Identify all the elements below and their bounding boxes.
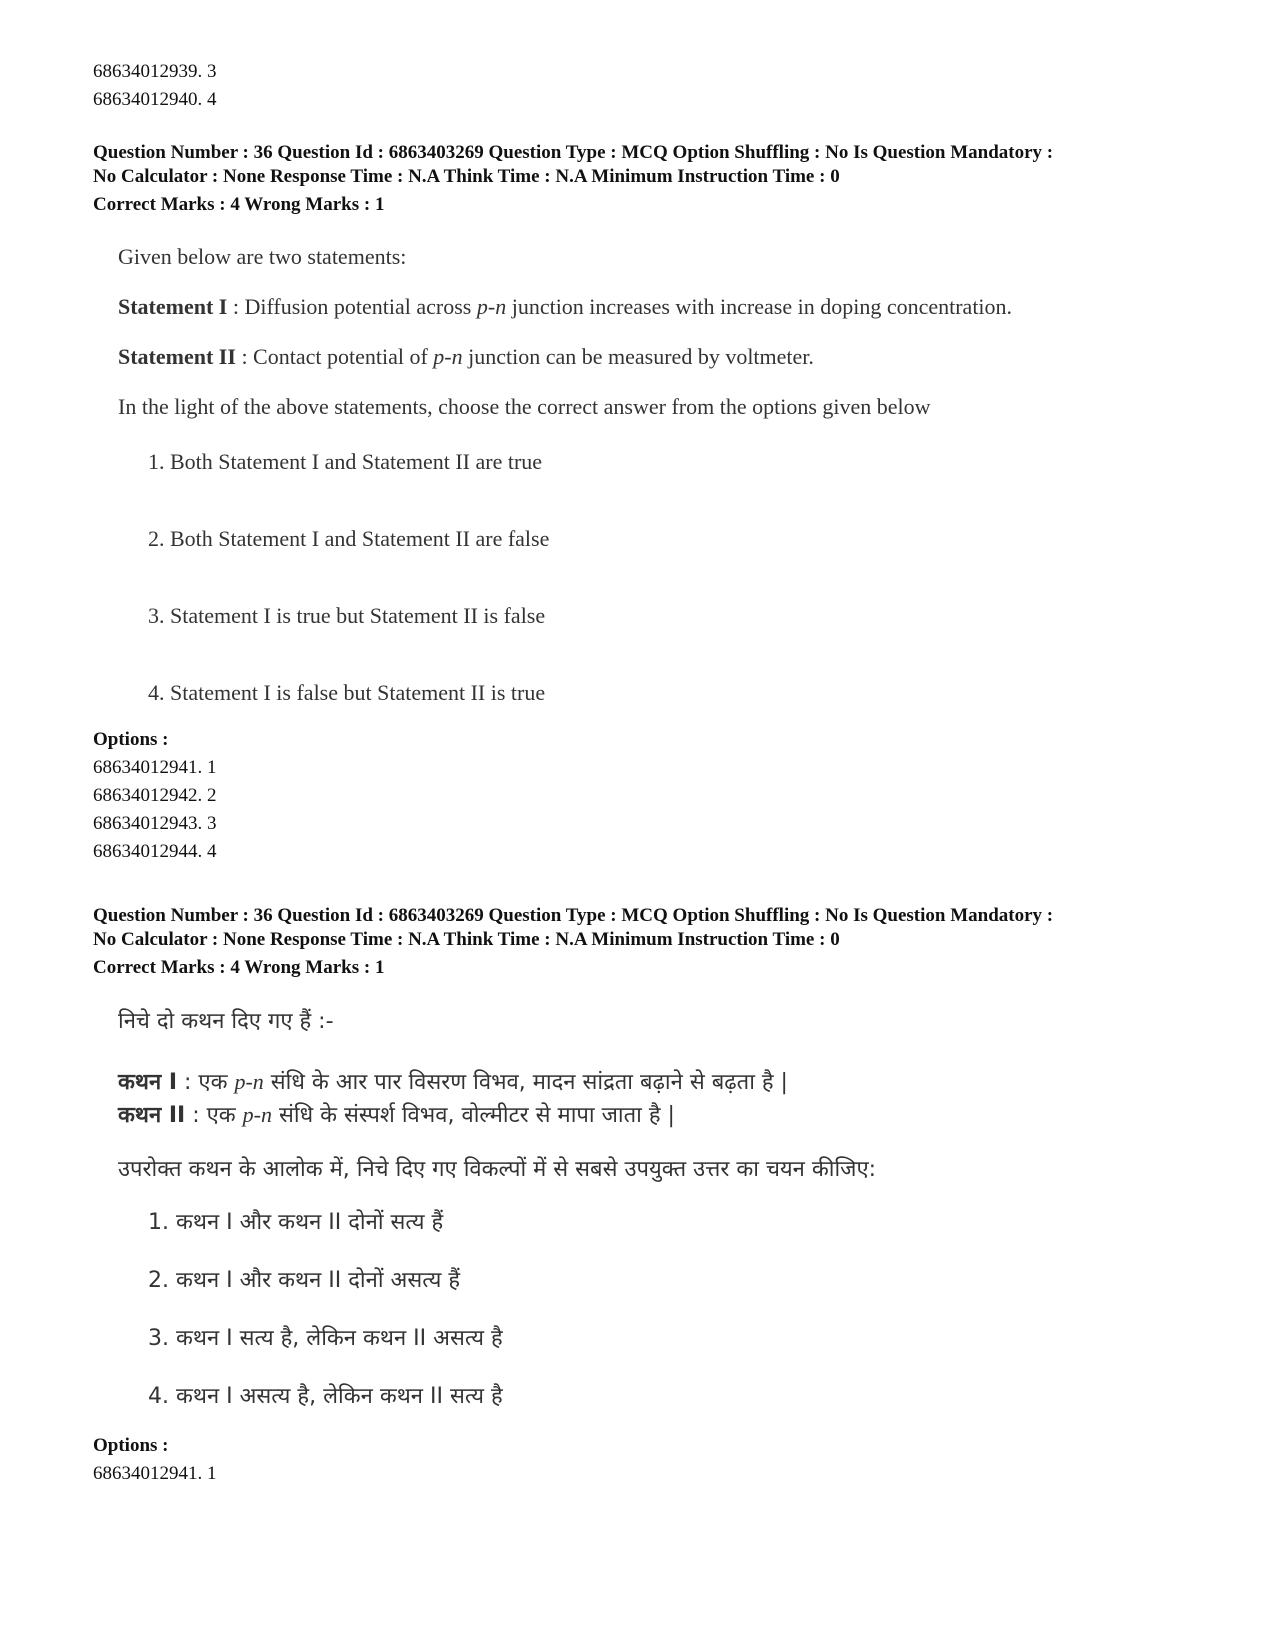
- option-line: 68634012942. 2: [93, 785, 217, 806]
- option-line: 68634012943. 3: [93, 813, 217, 834]
- statement-1-text: संधि के आर पार विसरण विभव, मादन सांद्रता बढ़ाने से बढ़ता है |: [263, 1070, 788, 1095]
- option-line: 68634012940. 4: [93, 89, 217, 110]
- question-meta-line-2: No Calculator : None Response Time : N.A Think Time : N.A Minimum Instruction Time : 0: [93, 166, 840, 187]
- statement-1-text: junction increases with increase in doping concentration.: [506, 294, 1013, 319]
- option-line: 68634012939. 3: [93, 61, 217, 82]
- option-line: 68634012941. 1: [93, 1463, 217, 1484]
- pn-term: p-n: [433, 344, 463, 369]
- statement-2: [118, 343, 1223, 371]
- choice-item: 3. Statement I is true but Statement II is false: [148, 603, 546, 628]
- statement-1-label: कथन I: [118, 1070, 178, 1095]
- statement-2: [118, 1099, 1223, 1132]
- pn-term: p-n: [242, 1102, 272, 1127]
- choice-item: 3. कथन I सत्य है, लेकिन कथन II असत्य है: [148, 1326, 503, 1351]
- statement-1-label: Statement I: [118, 294, 228, 319]
- option-line: 68634012944. 4: [93, 841, 217, 862]
- statement-2-text: संधि के संस्पर्श विभव, वोल्मीटर से मापा जाता है |: [272, 1103, 675, 1128]
- document-page: [93, 58, 1223, 1488]
- choice-item: 4. कथन I असत्य है, लेकिन कथन II सत्य है: [148, 1384, 503, 1409]
- question-intro: निचे दो कथन दिए गए हैं :-: [118, 1009, 334, 1034]
- question-marks: Correct Marks : 4 Wrong Marks : 1: [93, 957, 385, 978]
- statement-2-label: कथन II: [118, 1103, 186, 1128]
- statement-1-text: : एक: [177, 1070, 235, 1095]
- question-body: [118, 1008, 1223, 1410]
- question-prompt: In the light of the above statements, choose the correct answer from the options given below: [118, 394, 931, 419]
- pn-term: p-n: [476, 294, 507, 319]
- pn-term: p-n: [234, 1069, 264, 1094]
- statement-2-text: : Contact potential of: [235, 344, 434, 369]
- question-meta-line-1: Question Number : 36 Question Id : 6863403269 Question Type : MCQ Option Shuffling : No Is Question Mandatory :: [93, 905, 1054, 926]
- question-meta-line-2: No Calculator : None Response Time : N.A Think Time : N.A Minimum Instruction Time : 0: [93, 929, 840, 950]
- statement-2-text: junction can be measured by voltmeter.: [462, 344, 814, 369]
- question-hindi: [93, 904, 1223, 1488]
- choice-item: 2. कथन I और कथन II दोनों असत्य हैं: [148, 1268, 461, 1293]
- question-marks: Correct Marks : 4 Wrong Marks : 1: [93, 194, 385, 215]
- choice-item: 4. Statement I is false but Statement II is true: [148, 680, 546, 705]
- question-body: [118, 243, 1223, 706]
- statement-1: [118, 293, 1223, 321]
- choice-item: 1. कथन I और कथन II दोनों सत्य हैं: [148, 1210, 444, 1235]
- previous-options: [93, 58, 1223, 114]
- question-meta-line-1: Question Number : 36 Question Id : 6863403269 Question Type : MCQ Option Shuffling : No Is Question Mandatory :: [93, 142, 1054, 163]
- choice-item: 2. Both Statement I and Statement II are false: [148, 526, 550, 551]
- question-intro: Given below are two statements:: [118, 244, 407, 269]
- options-label: Options :: [93, 1435, 169, 1456]
- statement-1: [118, 1066, 1223, 1099]
- choice-item: 1. Both Statement I and Statement II are true: [148, 449, 543, 474]
- statement-2-label: Statement II: [118, 344, 236, 369]
- question-english: [93, 141, 1223, 866]
- statement-1-text: : Diffusion potential across: [227, 294, 477, 319]
- option-line: 68634012941. 1: [93, 757, 217, 778]
- statement-2-text: : एक: [185, 1103, 243, 1128]
- choice-list: [148, 449, 1223, 706]
- question-prompt: उपरोक्त कथन के आलोक में, निचे दिए गए विकल्पों में से सबसे उपयुक्त उत्तर का चयन कीजिए:: [118, 1157, 877, 1182]
- choice-list: [148, 1206, 1223, 1410]
- options-label: Options :: [93, 729, 169, 750]
